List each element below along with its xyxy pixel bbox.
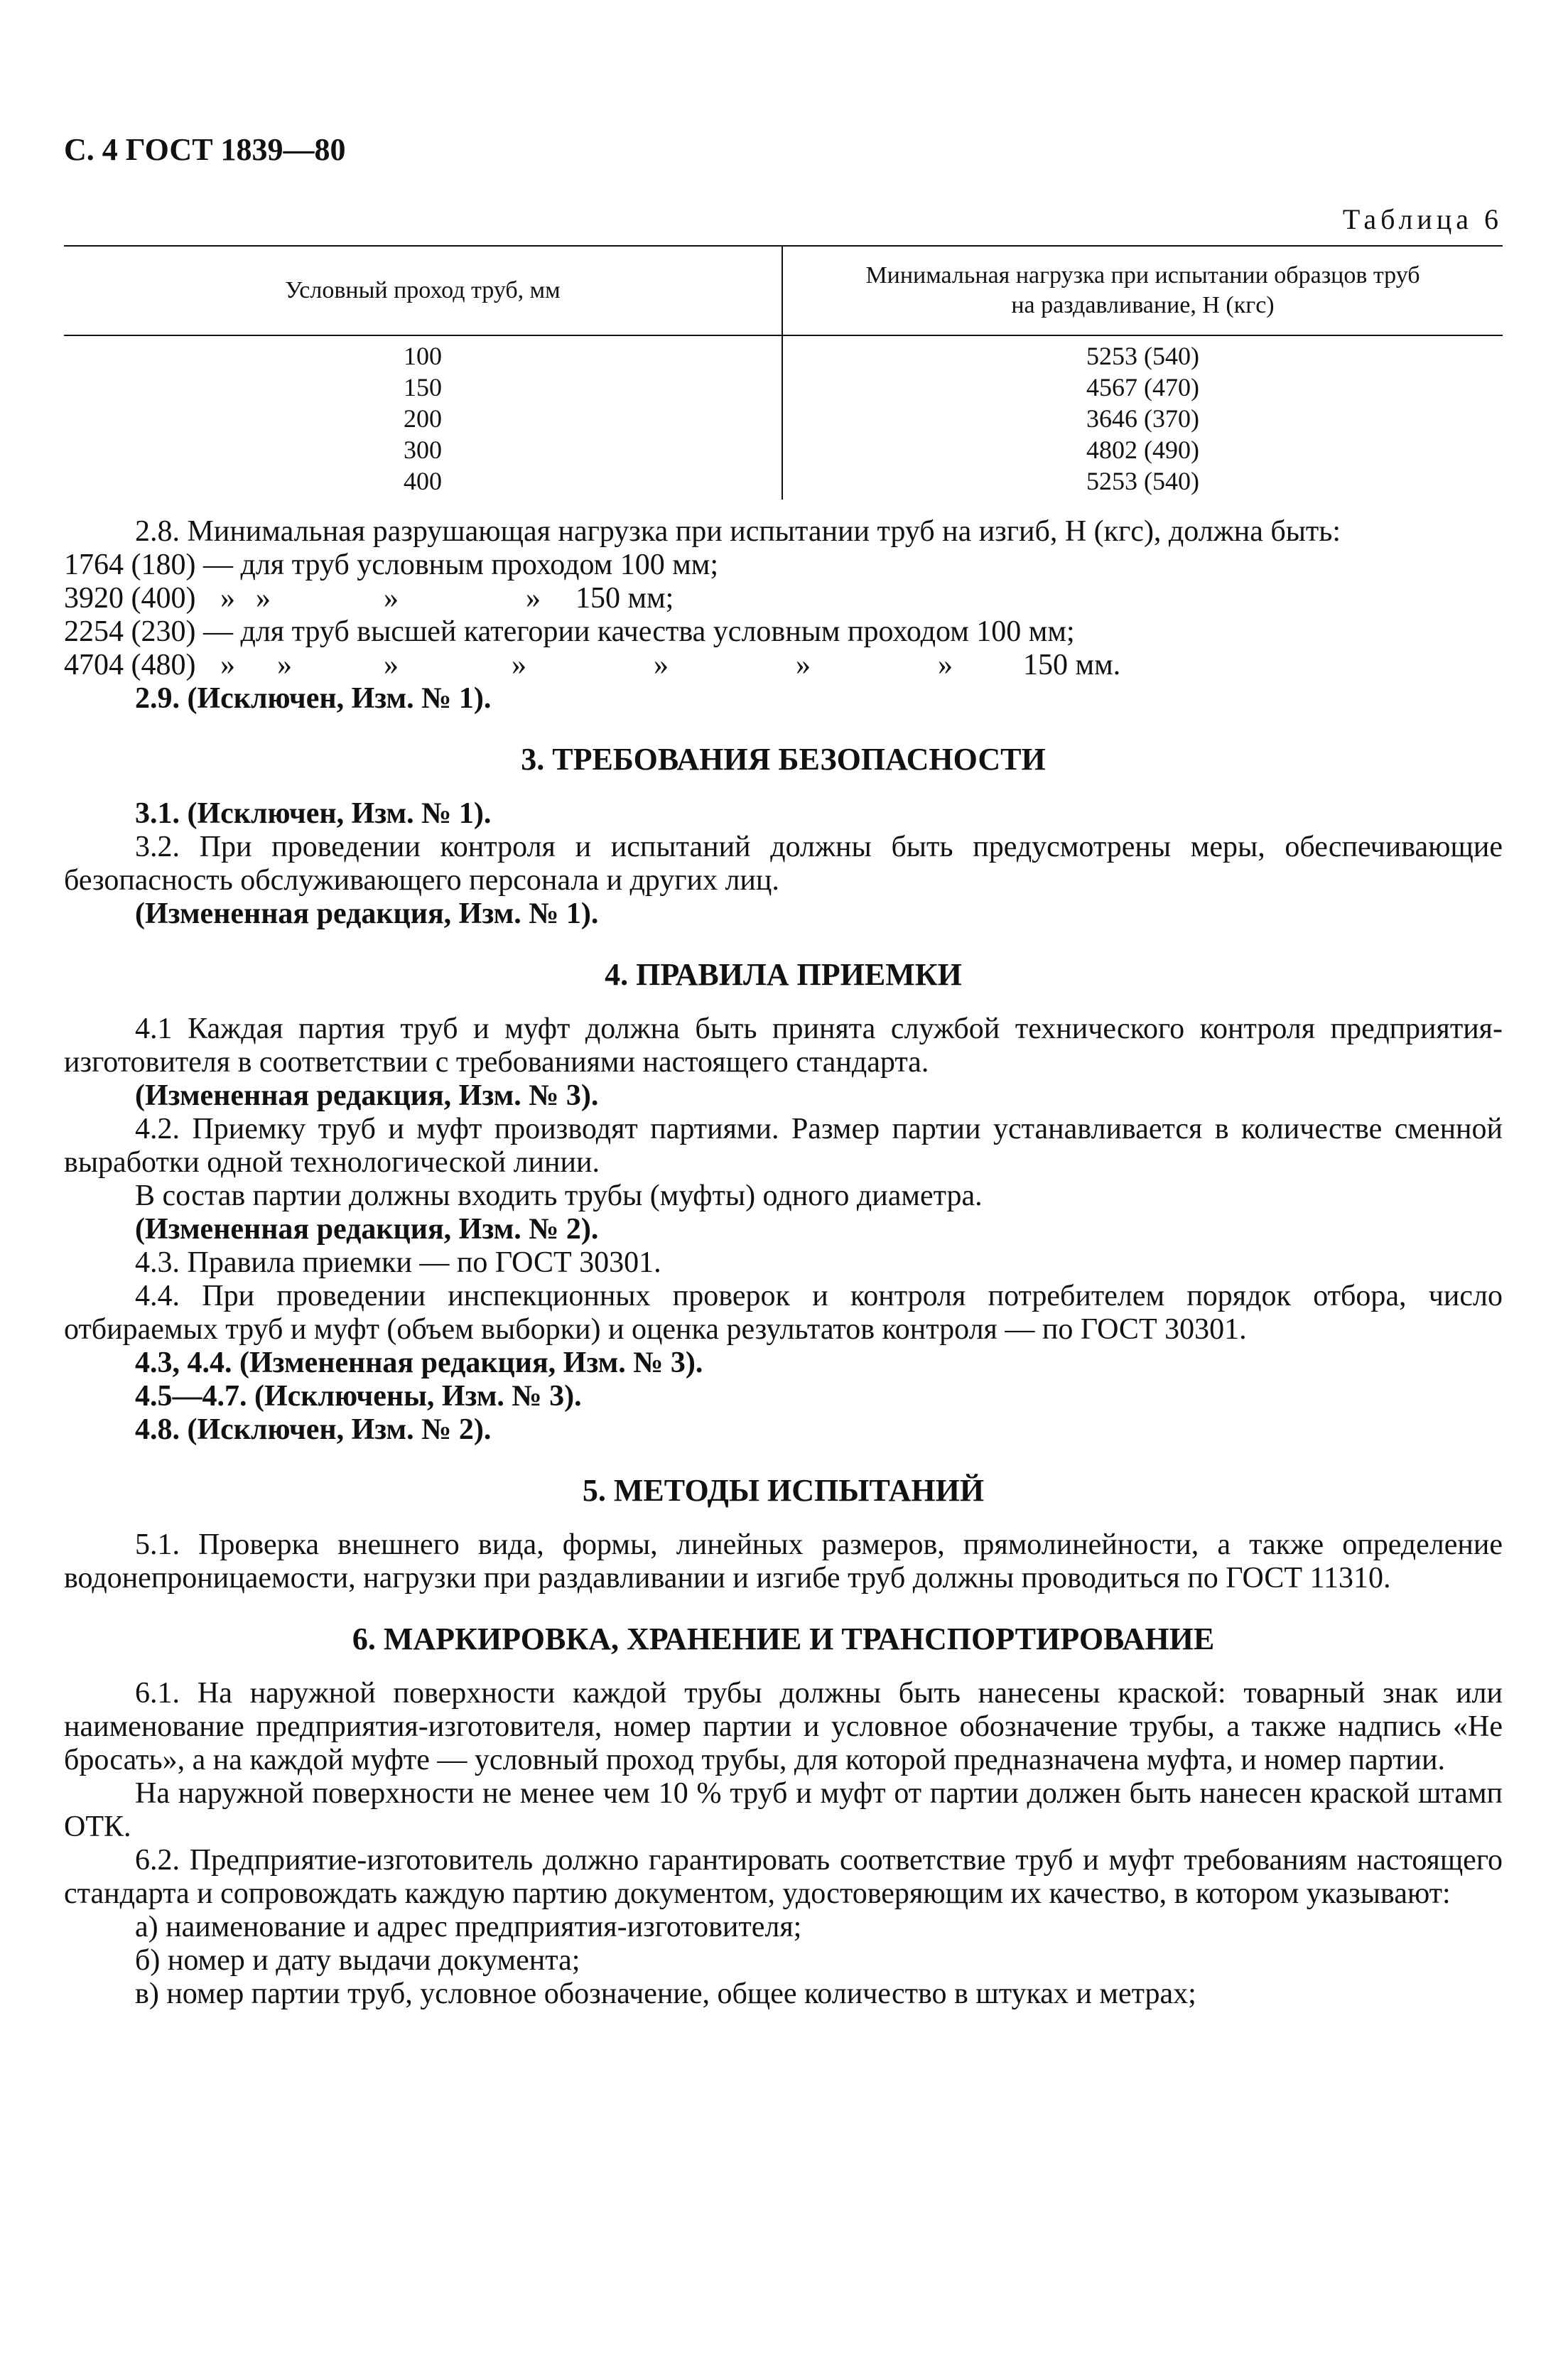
- table-cell: 200: [404, 404, 442, 433]
- list-item: б) номер и дату выдачи документа;: [135, 1944, 580, 1977]
- paragraph-6-1: 6.1. На наружной поверхности каждой трубы должны быть нанесены краской: товарный знак или наименование предприятия-изготовителя, номер партии и условное обозначение трубы, а также надпись «Не бросать», а на каждой муфте — условный проход трубы, для которой предназначена муфта, и номер партии.: [64, 1677, 1503, 1776]
- load-line: 2254 (230) — для труб высшей категории качества условным проходом 100 мм;: [64, 615, 1075, 648]
- amendment-note: (Измененная редакция, Изм. № 2).: [135, 1213, 599, 1246]
- load-value: 4704 (480): [64, 649, 196, 681]
- paragraph-2-8: 2.8. Минимальная разрушающая нагрузка при испытании труб на изгиб, Н (кгс), должна быть:: [135, 515, 1341, 548]
- load-line: [64, 582, 1503, 615]
- load-line: [64, 649, 1503, 682]
- table-6: [64, 245, 1503, 500]
- table-cell: 3646 (370): [1086, 404, 1199, 433]
- col-header-load-line2: на раздавливание, Н (кгс): [1011, 292, 1275, 318]
- table-cell: 4567 (470): [1086, 373, 1199, 401]
- paragraph-5-1: 5.1. Проверка внешнего вида, формы, линейных размеров, прямолинейности, а также определение водонепроницаемости, нагрузки при раздавливании и изгибе труб должны проводиться по ГОСТ 11310.: [64, 1528, 1503, 1595]
- amendment-note: (Измененная редакция, Изм. № 1).: [135, 897, 599, 930]
- paragraph-3-1: 3.1. (Исключен, Изм. № 1).: [135, 797, 492, 830]
- table-header: [64, 245, 1503, 336]
- col-header-diameter: Условный проход труб, мм: [64, 247, 783, 335]
- ditto-mark: »: [796, 649, 811, 681]
- col-header-load: [783, 247, 1503, 335]
- list-item: в) номер партии труб, условное обозначение, общее количество в штуках и метрах;: [135, 1978, 1196, 2010]
- table-cell: 4802 (490): [1086, 436, 1199, 464]
- table-cell: 150: [404, 373, 442, 401]
- paragraph-2-9: 2.9. (Исключен, Изм. № 1).: [135, 682, 492, 715]
- ditto-mark: »: [220, 649, 235, 681]
- amendment-note: 4.5—4.7. (Исключены, Изм. № 3).: [135, 1380, 582, 1413]
- table-body: [64, 336, 1503, 500]
- document-body: [64, 515, 1503, 2011]
- section-3-title: 3. ТРЕБОВАНИЯ БЕЗОПАСНОСТИ: [521, 742, 1046, 777]
- table-cell: 300: [404, 436, 442, 464]
- ditto-mark: »: [256, 582, 271, 615]
- amendment-note: (Измененная редакция, Изм. № 3).: [135, 1079, 599, 1112]
- table-cell: 100: [404, 342, 442, 370]
- ditto-mark: »: [220, 582, 235, 615]
- table-label: Таблица 6: [1342, 203, 1503, 235]
- amendment-note: 4.8. (Исключен, Изм. № 2).: [135, 1413, 492, 1446]
- col-header-load-line1: Минимальная нагрузка при испытании образцов труб: [865, 262, 1420, 288]
- ditto-mark: »: [526, 582, 541, 615]
- paragraph-4-1: 4.1 Каждая партия труб и муфт должна быть принята службой технического контроля предприятия-изготовителя в соответствии с требованиями настоящего стандарта.: [64, 1013, 1503, 1079]
- paragraph-6-2: 6.2. Предприятие-изготовитель должно гарантировать соответствие труб и муфт требованиям настоящего стандарта и сопровождать каждую партию документом, удостоверяющим их качество, в котором указывают:: [64, 1844, 1503, 1910]
- ditto-mark: »: [384, 582, 399, 615]
- paragraph-4-2-cont: В состав партии должны входить трубы (муфты) одного диаметра.: [135, 1180, 983, 1212]
- section-4-title: 4. ПРАВИЛА ПРИЕМКИ: [605, 957, 962, 992]
- ditto-mark: »: [384, 649, 399, 681]
- load-diameter: 150 мм;: [575, 582, 674, 615]
- ditto-mark: »: [654, 649, 669, 681]
- amendment-note: 4.3, 4.4. (Измененная редакция, Изм. № 3).: [135, 1347, 703, 1379]
- table-cell: 5253 (540): [1086, 342, 1199, 370]
- load-line: 1764 (180) — для труб условным проходом 100 мм;: [64, 549, 719, 581]
- col-load: [783, 336, 1503, 500]
- ditto-mark: »: [277, 649, 292, 681]
- load-diameter: 150 мм.: [1023, 649, 1121, 681]
- paragraph-3-2: 3.2. При проведении контроля и испытаний должны быть предусмотрены меры, обеспечивающие безопасность обслуживающего персонала и других лиц.: [64, 831, 1503, 897]
- section-5-title: 5. МЕТОДЫ ИСПЫТАНИЙ: [582, 1473, 985, 1508]
- paragraph-4-2: 4.2. Приемку труб и муфт производят партиями. Размер партии устанавливается в количестве сменной выработки одной технологической линии.: [64, 1113, 1503, 1179]
- paragraph-4-4: 4.4. При проведении инспекционных проверок и контроля потребителем порядок отбора, число отбираемых труб и муфт (объем выборки) и оценка результатов контроля — по ГОСТ 30301.: [64, 1280, 1503, 1346]
- table-cell: 5253 (540): [1086, 467, 1199, 495]
- ditto-mark: »: [938, 649, 953, 681]
- ditto-mark: »: [512, 649, 526, 681]
- col-diameter: [64, 336, 783, 500]
- page-header: С. 4 ГОСТ 1839—80: [64, 132, 346, 167]
- section-6-title: 6. МАРКИРОВКА, ХРАНЕНИЕ И ТРАНСПОРТИРОВАНИЕ: [352, 1622, 1215, 1656]
- paragraph-4-3: 4.3. Правила приемки — по ГОСТ 30301.: [135, 1246, 661, 1279]
- table-cell: 400: [404, 467, 442, 495]
- paragraph-6-1-cont: На наружной поверхности не менее чем 10 % труб и муфт от партии должен быть нанесен краской штамп ОТК.: [64, 1777, 1503, 1843]
- list-item: а) наименование и адрес предприятия-изготовителя;: [135, 1911, 802, 1943]
- load-value: 3920 (400): [64, 582, 196, 615]
